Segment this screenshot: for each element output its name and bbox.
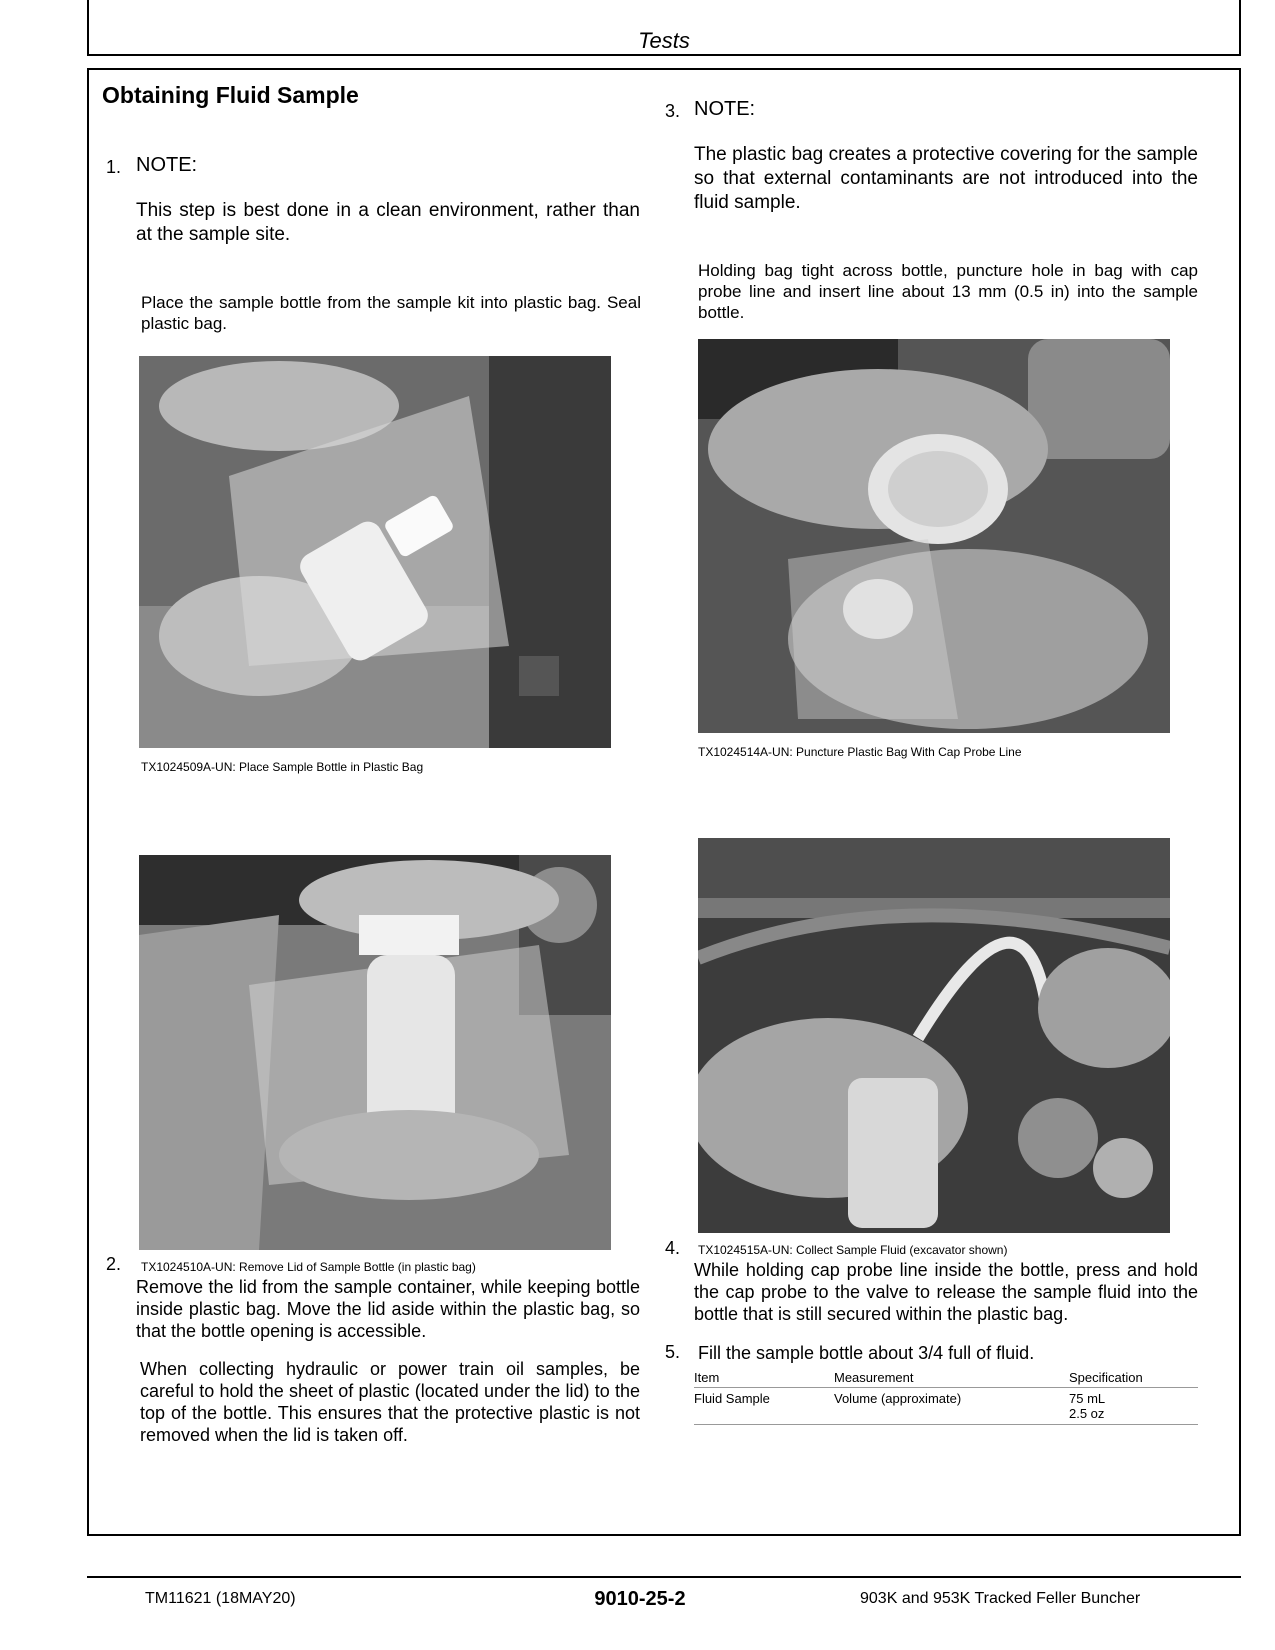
step-1-instruction: Place the sample bottle from the sample kit into plastic bag. Seal plastic bag. [141,293,641,333]
step-3-number: 3. [665,101,681,121]
step-2-caption: TX1024510A-UN: Remove Lid of Sample Bottle (in plastic bag) [141,1260,476,1274]
step-3-note-label: NOTE: [694,98,756,120]
footer-page-number: 9010-25-2 [594,1588,686,1610]
step-4-number: 4. [665,1238,681,1258]
step-2-number: 2. [106,1254,122,1274]
step-4-text: While holding cap probe line inside the bottle, press and hold the cap probe to the valve to release the sample fluid into the bottle that is still secured within the plastic bag. [694,1260,1198,1324]
step-5-number: 5. [665,1342,681,1362]
header-title: Tests [638,28,690,53]
section-title: Obtaining Fluid Sample [102,82,359,108]
footer-rule [87,1576,1241,1578]
step-4-caption: TX1024515A-UN: Collect Sample Fluid (excavator shown) [698,1243,1008,1257]
step-3-instruction: Holding bag tight across bottle, puncture hole in bag with cap probe line and insert line about 13 mm (0.5 in) into the sample bottle. [698,261,1198,322]
step-2-note-text: When collecting hydraulic or power train oil samples, be careful to hold the sheet of plastic (located under the lid) to the top of the bottle. This ensures that the protective plastic is not removed when the lid is taken off. [140,1359,640,1445]
spec-header-specification: Specification [1069,1368,1198,1388]
spec-table-wrap [694,1368,1198,1425]
step-5-text: Fill the sample bottle about 3/4 full of fluid. [698,1343,1035,1363]
step-2-text: Remove the lid from the sample container, while keeping bottle inside plastic bag. Move the lid aside within the plastic bag, so that the bottle opening is accessible. [136,1277,640,1341]
spec-header-measurement: Measurement [834,1368,1069,1388]
spec-header-item: Item [694,1368,834,1388]
lid-removed-photo [139,855,611,1250]
spec-cell-measurement: Volume (approximate) [834,1388,1069,1425]
spec-table [694,1368,1198,1425]
step-1-number: 1. [106,157,122,177]
hand-bottle-bag-photo [139,356,611,748]
spec-value-imperial: 2.5 oz [1069,1406,1105,1421]
footer-doc-id: TM11621 (18MAY20) [145,1590,296,1607]
bag-puncture-photo [698,339,1170,733]
spec-cell-specification [1069,1388,1198,1425]
step-3-caption: TX1024514A-UN: Puncture Plastic Bag With Cap Probe Line [698,745,1022,759]
step-3-note-text: The plastic bag creates a protective covering for the sample so that external contaminants are not introduced into the fluid sample. [694,144,1198,213]
step-1-note-text: This step is best done in a clean environment, rather than at the sample site. [136,200,640,245]
step-1-note-label: NOTE: [136,154,198,176]
footer-product-name: 903K and 953K Tracked Feller Buncher [860,1590,1141,1607]
spec-value-metric: 75 mL [1069,1391,1106,1406]
spec-cell-item: Fluid Sample [694,1388,834,1425]
spec-table-header [694,1368,1198,1388]
fluid-collect-photo [698,838,1170,1233]
step-1-caption: TX1024509A-UN: Place Sample Bottle in Plastic Bag [141,760,424,774]
table-row [694,1388,1198,1425]
